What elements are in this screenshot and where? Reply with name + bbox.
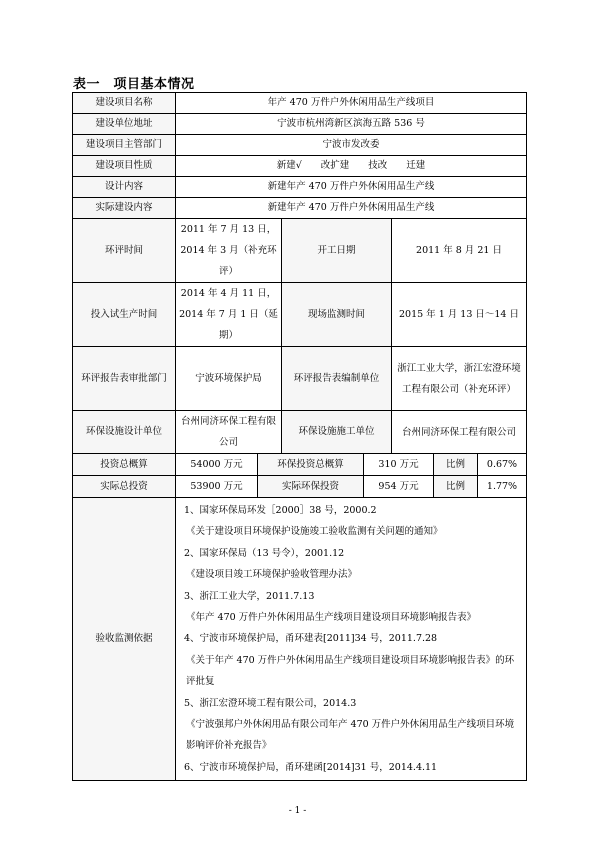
value-budget-ratio: 0.67%	[478, 454, 527, 476]
label-budget-ratio: 比例	[434, 454, 478, 476]
basis-line: 《建设项目竣工环境保护验收管理办法》	[186, 569, 358, 581]
value-env-budget: 310 万元	[364, 454, 434, 476]
row-approval	[73, 347, 527, 411]
row-trial-time	[73, 283, 527, 347]
row-investment-budget	[73, 454, 527, 476]
basis-line: 4、宁波市环境保护局，甬环建表[2011]34 号，2011.7.28	[184, 633, 438, 645]
value-investment-budget: 54000 万元	[176, 454, 258, 476]
basis-line: 5、浙江宏澄环境工程有限公司，2014.3	[184, 697, 357, 709]
label-eia-time: 环评时间	[73, 219, 176, 283]
label-design-content: 设计内容	[73, 177, 176, 198]
value-approval: 宁波环境保护局	[176, 347, 282, 411]
label-basis: 验收监测依据	[73, 498, 176, 781]
value-start-date: 2011 年 8 月 21 日	[392, 219, 527, 283]
label-env-design: 环保设施设计单位	[73, 411, 176, 454]
basis-line: 《关于年产 470 万件户外休闲用品生产线项目建设项目环境影响报告表》的环评批复	[186, 654, 515, 688]
label-actual-ratio: 比例	[434, 476, 478, 498]
label-trial-time: 投入试生产时间	[73, 283, 176, 347]
value-address: 宁波市杭州湾新区滨海五路 536 号	[176, 114, 527, 135]
label-report-compiler: 环评报告表编制单位	[282, 347, 392, 411]
value-design-content: 新建年产 470 万件户外休闲用品生产线	[176, 177, 527, 198]
basis-line: 2、国家环保局（13 号令），2001.12	[184, 547, 345, 559]
basis-content	[176, 498, 527, 781]
value-report-compiler: 浙江工业大学，浙江宏澄环境工程有限公司（补充环评）	[392, 347, 527, 411]
label-approval: 环评报告表审批部门	[73, 347, 176, 411]
row-nature	[73, 156, 527, 177]
value-env-design: 台州同济环保工程有限公司	[176, 411, 282, 454]
row-authority	[73, 135, 527, 156]
basis-line: 1、国家环保局环发［2000］38 号，2000.2	[184, 505, 377, 516]
value-nature: 新建√ 改扩建 技改 迁建	[176, 156, 527, 177]
label-address: 建设单位地址	[73, 114, 176, 135]
basis-line: 6、宁波市环境保护局，甬环建函[2014]31 号，2014.4.11	[184, 761, 438, 773]
label-investment-budget: 投资总概算	[73, 454, 176, 476]
row-investment-actual	[73, 476, 527, 498]
label-env-budget: 环保投资总概算	[258, 454, 364, 476]
label-actual-content: 实际建设内容	[73, 198, 176, 219]
basis-line: 《年产 470 万件户外休闲用品生产线项目建设项目环境影响报告表》	[186, 612, 477, 624]
page-title: 表一 项目基本情况	[73, 77, 195, 92]
row-actual-content	[73, 198, 527, 219]
value-eia-time: 2011 年 7 月 13 日，2014 年 3 月（补充环评）	[176, 219, 282, 283]
value-project-name: 年产 470 万件户外休闲用品生产线项目	[176, 93, 527, 114]
row-address	[73, 114, 527, 135]
row-eia-time	[73, 219, 527, 283]
label-env-construction: 环保设施施工单位	[282, 411, 392, 454]
label-project-name: 建设项目名称	[73, 93, 176, 114]
value-authority: 宁波市发改委	[176, 135, 527, 156]
value-investment-actual: 53900 万元	[176, 476, 258, 498]
project-info-table	[72, 92, 527, 781]
value-monitoring-time: 2015 年 1 月 13 日～14 日	[392, 283, 527, 347]
label-start-date: 开工日期	[282, 219, 392, 283]
basis-line: 《宁波强邦户外休闲用品有限公司年产 470 万件户外休闲用品生产线项目环境影响评价补充报告》	[186, 719, 515, 752]
label-investment-actual: 实际总投资	[73, 476, 176, 498]
value-actual-content: 新建年产 470 万件户外休闲用品生产线	[176, 198, 527, 219]
row-basis	[73, 498, 527, 781]
basis-line: 3、浙江工业大学，2011.7.13	[184, 590, 315, 602]
row-design-content	[73, 177, 527, 198]
label-authority: 建设项目主管部门	[73, 135, 176, 156]
basis-line: 《关于建设项目环境保护设施竣工验收监测有关问题的通知》	[186, 526, 443, 538]
value-trial-time: 2014 年 4 月 11 日，2014 年 7 月 1 日（延期）	[176, 283, 282, 347]
label-monitoring-time: 现场监测时间	[282, 283, 392, 347]
label-env-actual: 实际环保投资	[258, 476, 364, 498]
row-env-design	[73, 411, 527, 454]
label-nature: 建设项目性质	[73, 156, 176, 177]
page-number: - 1 -	[288, 806, 307, 816]
row-project-name	[73, 93, 527, 114]
value-env-actual: 954 万元	[364, 476, 434, 498]
value-env-construction: 台州同济环保工程有限公司	[392, 411, 527, 454]
value-actual-ratio: 1.77%	[478, 476, 527, 498]
